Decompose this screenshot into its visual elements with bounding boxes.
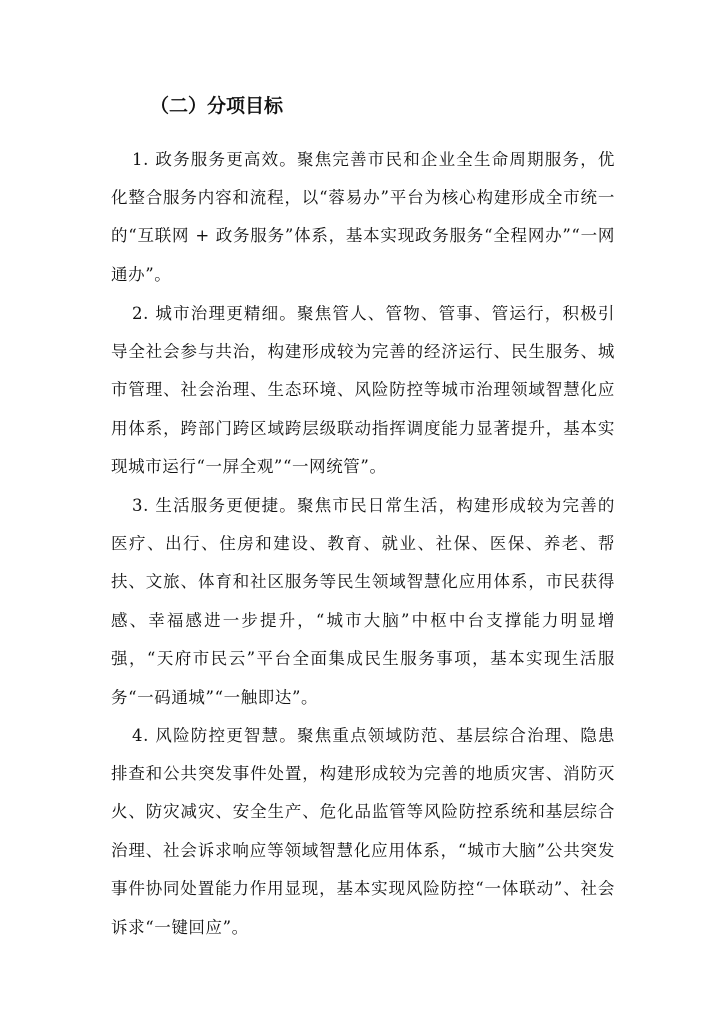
goal-paragraph-city-governance: 2. 城市治理更精细。聚焦管人、管物、管事、管运行，积极引导全社会参与共治，构建形成较为完善的经济运行、民生服务、城市管理、社会治理、生态环境、风险防控等城市治理领域智慧化应用体系，跨部门跨区域跨层级联动指挥调度能力显著提升，基本实现城市运行“一屏全观”“一网统管”。: [111, 303, 615, 477]
goal-paragraph-life-services: 3. 生活服务更便捷。聚焦市民日常生活，构建形成较为完善的医疗、出行、住房和建设、教育、就业、社保、医保、养老、帮扶、文旅、体育和社区服务等民生领域智慧化应用体系，市民获得感、幸福感进一步提升，“城市大脑”中枢中台支撑能力明显增强，“天府市民云”平台全面集成民生服务事项，基本实现生活服务“一码通城”“一触即达”。: [111, 495, 615, 707]
goal-paragraph-government-services: 1. 政务服务更高效。聚焦完善市民和企业全生命周期服务，优化整合服务内容和流程，以“蓉易办”平台为核心构建形成全市统一的“互联网 + 政务服务”体系，基本实现政务服务“全程网办”“一网通办”。: [111, 149, 615, 284]
section-heading: （二）分项目标: [150, 95, 284, 117]
goal-paragraph-risk-control: 4. 风险防控更智慧。聚焦重点领域防范、基层综合治理、隐患排查和公共突发事件处置，构建形成较为完善的地质灾害、消防灭火、防灾减灾、安全生产、危化品监管等风险防控系统和基层综合治理、社会诉求响应等领域智慧化应用体系，“城市大脑”公共突发事件协同处置能力作用显现，基本实现风险防控“一体联动”、社会诉求“一键回应”。: [111, 725, 615, 937]
